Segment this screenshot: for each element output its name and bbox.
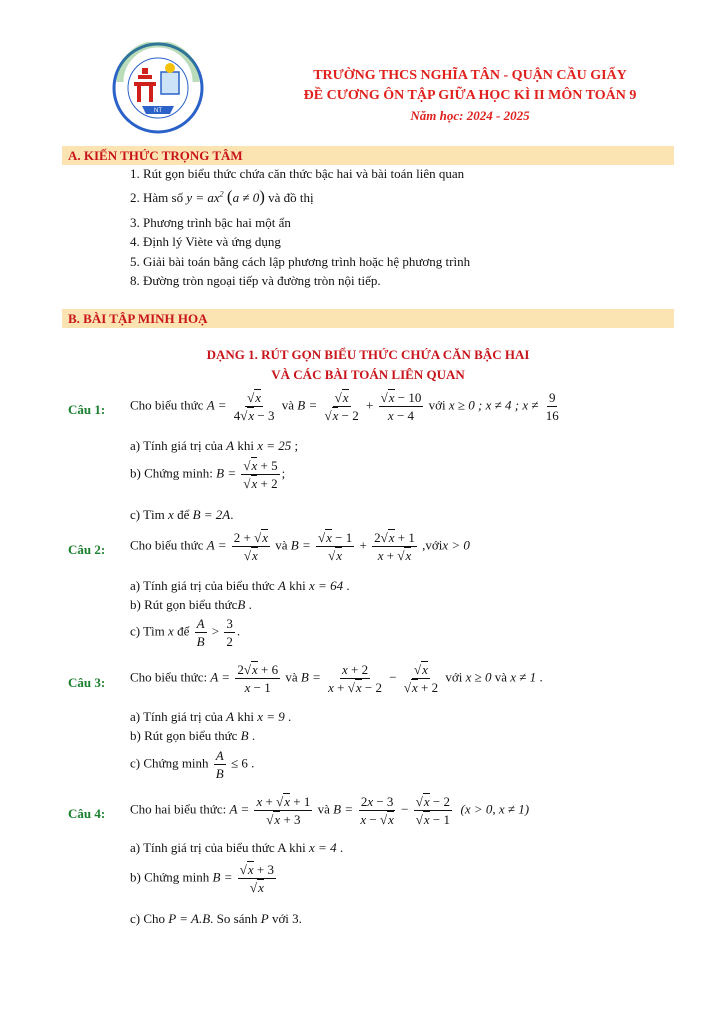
question-3-label: Câu 3: xyxy=(68,675,106,690)
document-title: ĐỀ CƯƠNG ÔN TẬP GIỮA HỌC KÌ II MÔN TOÁN 9 xyxy=(303,88,637,103)
question-4-part-a: a) Tính giá trị của biểu thức A khi x = 4 . xyxy=(130,840,344,855)
question-1-part-a: a) Tính giá trị của A khi x = 25 ; xyxy=(130,438,299,453)
school-name: TRƯỜNG THCS NGHĨA TÂN - QUẬN CẦU GIẤY xyxy=(313,68,627,83)
question-3-part-c: c) Chứng minh $\frac{A}{B}$ ≤ 6 . xyxy=(130,748,255,781)
dang1-title-line2: VÀ CÁC BÀI TOÁN LIÊN QUAN xyxy=(271,367,465,382)
question-2-statement: Cho biểu thức A = $\frac{2 + √x}{√x}$ và B = $\frac{√x - 1}{√x}$ + $\frac{2√x + 1}{x + √x}$ ,vớix > 0 xyxy=(130,530,470,563)
section-a-title: A. KIẾN THỨC TRỌNG TÂM xyxy=(62,146,674,165)
svg-text:NT: NT xyxy=(154,108,162,114)
question-1-label: Câu 1: xyxy=(68,402,106,417)
topic-item-1: 1. Rút gọn biểu thức chứa căn thức bậc hai và bài toán liên quan xyxy=(130,166,465,181)
dang1-title-line1: DẠNG 1. RÚT GỌN BIỂU THỨC CHỨA CĂN BẬC HAI xyxy=(206,347,530,362)
school-year: Năm học: 2024 - 2025 xyxy=(410,108,530,123)
question-3-statement: Cho biểu thức: A = $\frac{2√x + 6}{x - 1}$ và B = $\frac{x + 2}{x + √x - 2}$ − $\frac{√x}{√x + 2}$ với x ≥ 0 và x ≠ 1 . xyxy=(130,662,543,695)
question-1-part-b: b) Chứng minh: B = $\frac{√x + 5}{√x + 2}$ ; xyxy=(130,458,286,491)
question-2-part-c: c) Tìm x để $\frac{A}{B}$ > $\frac{3}{2}$ . xyxy=(130,616,241,649)
question-3-part-b: b) Rút gọn biểu thức B . xyxy=(130,728,256,743)
question-2-part-b: b) Rút gọn biểu thứcB . xyxy=(130,597,252,612)
question-4-part-b: b) Chứng minh B = $\frac{√x + 3}{√x}$ xyxy=(130,862,275,895)
topic-item-4: 4. Định lý Viète và ứng dụng xyxy=(130,234,281,249)
question-2-label: Câu 2: xyxy=(68,542,106,557)
question-4-label: Câu 4: xyxy=(68,806,106,821)
section-b-title: B. BÀI TẬP MINH HOẠ xyxy=(62,309,674,328)
question-3-part-a: a) Tính giá trị của A khi x = 9 . xyxy=(130,709,292,724)
topic-item-5: 5. Giải bài toán bằng cách lập phương trình hoặc hệ phương trình xyxy=(130,254,471,269)
question-1-statement: Cho biểu thức A = $\frac{√x}{4√x - 3}$ và B = $\frac{√x}{√x - 2}$ + $\frac{√x - 10}{x - 4}$ với x ≥ 0 ; x ≠ 4 ; x ≠ $\frac{9}{16}$ xyxy=(130,390,559,423)
topic-item-3: 3. Phương trình bậc hai một ẩn xyxy=(130,215,291,230)
question-1-part-c: c) Tìm x để B = 2A. xyxy=(130,507,234,522)
question-4-statement: Cho hai biểu thức: A = $\frac{x + √x + 1}{√x + 3}$ và B = $\frac{2x - 3}{x - √x}$ − $\frac{√x - 2}{√x - 1}$ (x > 0, x ≠ 1) xyxy=(130,794,530,827)
question-4-part-c: c) Cho P = A.B. So sánh P với 3. xyxy=(130,911,302,926)
school-logo xyxy=(112,42,204,134)
topic-item-8: 8. Đường tròn ngoại tiếp và đường tròn nội tiếp. xyxy=(130,273,381,288)
question-2-part-a: a) Tính giá trị của biểu thức A khi x = 64 . xyxy=(130,578,350,593)
topic-item-2: 2. Hàm số $y = ax^2$ (a ≠ 0) và đồ thị xyxy=(130,187,314,206)
